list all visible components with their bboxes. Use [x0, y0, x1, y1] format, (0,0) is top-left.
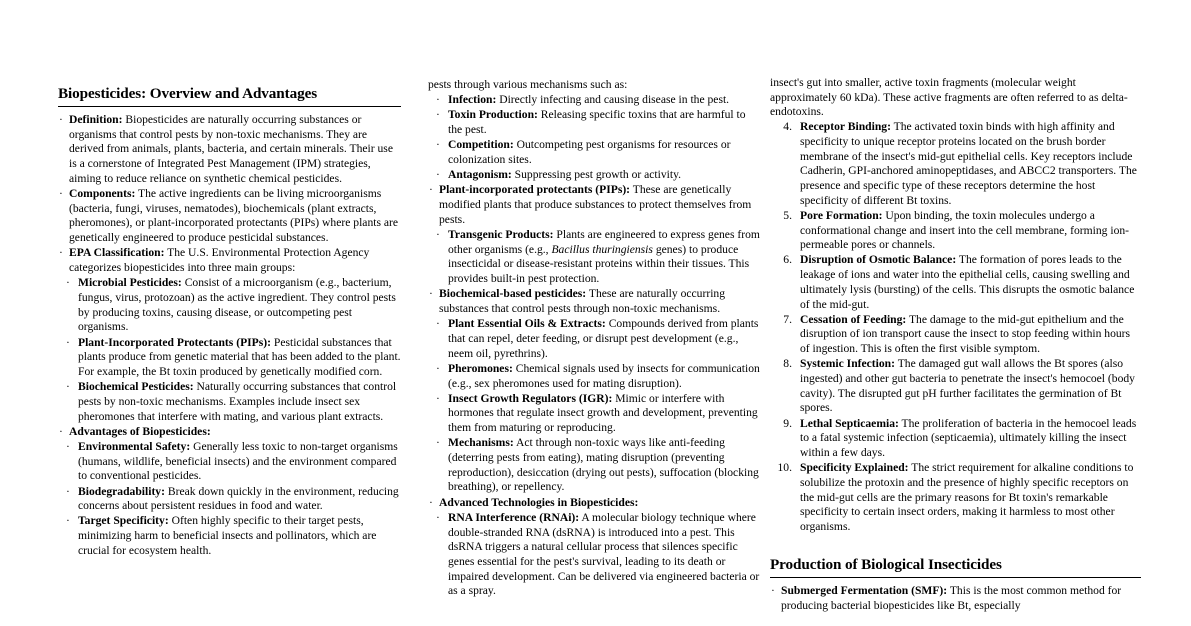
numbered-list-item	[770, 253, 1141, 312]
list-item-term: Biodegradability:	[78, 484, 165, 498]
list-item-text: Outcompeting pest organisms for resources or colonization sites.	[448, 138, 731, 167]
list-item-text: Break down quickly in the environment, reducing concerns about persistent residues in food and water.	[78, 484, 399, 513]
list-item-text: Biopesticides are naturally occurring substances or organisms that control pests by non-toxic mechanisms. They are derived from animals, plants, bacteria, and certain minerals. Their use is a cornerstone of Integrated Pest Management (IPM) strategies, aiming to reduce reliance on synthetic chemical pesticides.	[69, 113, 393, 185]
list-item-text: The active ingredients can be living microorganisms (bacteria, fungi, viruses, nematodes), biochemicals (plant extracts, pheromones), or plant-incorporated protectants (PIPs) where plants are genetically engineered to produce pesticidal substances.	[69, 187, 399, 245]
bullet-icon: ·	[436, 108, 440, 122]
list-number: 7.	[783, 312, 792, 326]
list-item-text: Chemical signals used by insects for communication (e.g., sex pheromones used for mating disruption).	[448, 361, 760, 390]
list-item-term: Biochemical-based pesticides:	[439, 287, 587, 301]
list-item-term: Toxin Production:	[448, 108, 538, 122]
list-item-term: Mechanisms:	[448, 436, 514, 450]
bullet-icon: ·	[771, 583, 775, 597]
list-item-text: Generally less toxic to non-target organisms (humans, wildlife, beneficial insects) and the environment compared to conventional pesticides.	[78, 439, 398, 483]
list-number: 4.	[783, 120, 792, 134]
nested-list	[58, 440, 401, 559]
list-item	[434, 392, 760, 436]
list-item-term: Antagonism:	[448, 168, 512, 182]
list-item-term: Biochemical Pesticides:	[78, 380, 194, 394]
list-item-term: Target Specificity:	[78, 514, 169, 528]
list-item-term: Receptor Binding:	[800, 120, 891, 134]
bullet-icon: ·	[59, 113, 63, 126]
bullet-icon: ·	[66, 439, 70, 453]
column-2-continued-sublist	[428, 93, 760, 183]
list-item-text: Act through non-toxic ways like anti-feeding (deterring pests from eating), mating disruption (preventing reproduction), desiccation (drying out pests), suffocation (blocking breathing), or repellency.	[448, 436, 759, 494]
list-item-term: Microbial Pesticides:	[78, 276, 182, 290]
list-item	[64, 276, 401, 335]
list-item-text: The damage to the mid-gut epithelium and the disruption of ion transport cause the insect to stop feeding within hours of ingestion. This is often the first visible symptom.	[800, 312, 1131, 356]
bullet-icon: ·	[66, 335, 70, 349]
list-item	[770, 584, 1141, 613]
list-item-term: Insect Growth Regulators (IGR):	[448, 391, 613, 405]
list-item-term: Transgenic Products:	[448, 228, 554, 242]
list-item	[428, 287, 760, 316]
bullet-icon: ·	[66, 380, 70, 394]
numbered-step-list	[770, 120, 1141, 535]
list-number: 8.	[783, 357, 792, 371]
bullet-icon: ·	[436, 93, 440, 107]
list-item-text: These are genetically modified plants that produce substances to protect themselves from pests.	[439, 183, 752, 226]
list-item-term: Competition:	[448, 138, 514, 152]
bullet-icon: ·	[436, 138, 440, 152]
list-item-text: Mimic or interfere with hormones that regulate insect growth and development, preventing them from maturing or reproducing.	[448, 391, 758, 435]
bullet-icon: ·	[429, 495, 433, 509]
bullet-icon: ·	[436, 317, 440, 331]
list-item-term: Environmental Safety:	[78, 439, 191, 453]
list-number: 10.	[777, 461, 792, 475]
bullet-icon: ·	[429, 287, 433, 301]
column-3	[764, 0, 1191, 626]
list-item-term: Plant-Incorporated Protectants (PIPs):	[78, 335, 271, 349]
list-item	[58, 113, 401, 187]
page-title: Biopesticides: Overview and Advantages	[58, 85, 318, 102]
list-item	[434, 138, 760, 167]
list-item	[434, 93, 760, 108]
list-item-term: Pheromones:	[448, 361, 513, 375]
list-item-text: The strict requirement for alkaline conditions to solubilize the protoxin and the presence of highly specific receptors on the mid-gut cells are the primary reasons for Bt toxin's remarkable specificity to certain insect orders, making it harmless to most other organisms.	[800, 461, 1134, 534]
list-item-term: Definition:	[69, 113, 123, 126]
list-item-term: Advantages of Biopesticides:	[69, 424, 211, 438]
species-name: Bacillus thuringiensis	[551, 242, 653, 256]
list-item	[58, 187, 401, 246]
nested-list	[428, 228, 760, 287]
list-item-text: The activated toxin binds with high affinity and specificity to unique receptor proteins located on the brush border membrane of the insect's mid-gut epithelial cells. Key receptors include Cadherin, GPI-anchored aminopeptidases, and ABCC2 transporters. The presence and specific type of these receptors determine the host specificity of different Bt toxins.	[800, 120, 1137, 207]
list-item-text: Often highly specific to their target pests, minimizing harm to beneficial insects and pollinators, which are crucial for ecosystem health.	[78, 514, 377, 557]
list-item-text: Plants are engineered to express genes from other organisms (e.g.,	[448, 228, 760, 256]
list-item	[434, 168, 760, 183]
numbered-list-item	[770, 461, 1141, 535]
continued-step-text: insect's gut into smaller, active toxin fragments (molecular weight approximately 60 kDa). These active fragments are often referred to as delta-endotoxins.	[770, 76, 1128, 119]
list-item	[64, 440, 401, 484]
list-item-term: EPA Classification:	[69, 246, 165, 260]
bullet-icon: ·	[66, 276, 70, 290]
bullet-icon: ·	[436, 510, 440, 524]
list-item-text: Upon binding, the toxin molecules undergo a conformational change and insert into the cell membrane, forming ion-permeable pores or channels.	[800, 208, 1130, 252]
numbered-list-item	[770, 417, 1141, 461]
list-item-text: Naturally occurring substances that control pests by non-toxic mechanisms. Examples include insect sex pheromones that interfere with mating, and various plant extracts.	[78, 380, 397, 423]
numbered-list-item	[770, 209, 1141, 253]
numbered-list-item	[770, 357, 1141, 416]
list-item	[434, 362, 760, 391]
nested-list	[428, 511, 760, 599]
bullet-icon: ·	[436, 228, 440, 242]
list-item-text: A molecular biology technique where double-stranded RNA (dsRNA) is introduced into a pest. This dsRNA triggers a natural cellular process that silences specific genes essential for the pest's survival, leading to its death or impaired development. Can be delivered via engineered bacteria or as a spray.	[448, 510, 760, 598]
list-item-term: Plant-incorporated protectants (PIPs):	[439, 183, 631, 197]
list-item	[434, 108, 760, 137]
list-item-text: Suppressing pest growth or activity.	[511, 168, 682, 182]
heading-divider	[58, 106, 401, 107]
column-1-list	[58, 113, 401, 559]
numbered-list-item	[770, 120, 1141, 208]
list-item-term: Lethal Septicaemia:	[800, 416, 899, 430]
list-item-term: Submerged Fermentation (SMF):	[781, 583, 948, 597]
list-item-term: Cessation of Feeding:	[800, 312, 907, 326]
list-item-text: These are naturally occurring substances that control pests through non-toxic mechanisms.	[439, 287, 726, 316]
column-2-list	[428, 183, 760, 599]
list-item-term: Components:	[69, 187, 136, 201]
list-number: 5.	[783, 208, 792, 222]
list-item-text: This is the most common method for producing bacterial biopesticides like Bt, especially	[781, 583, 1122, 612]
column-1	[0, 0, 404, 626]
list-item	[58, 425, 401, 440]
list-item-term: Specificity Explained:	[800, 461, 909, 475]
bullet-icon: ·	[66, 514, 70, 528]
bullet-icon: ·	[436, 391, 440, 405]
column-3-list	[770, 584, 1141, 613]
bullet-icon: ·	[66, 484, 70, 498]
bullet-icon: ·	[59, 246, 63, 260]
list-item-text: Releasing specific toxins that are harmful to the pest.	[448, 108, 746, 137]
list-item-term: Systemic Infection:	[800, 357, 895, 371]
list-item	[64, 380, 401, 424]
bullet-icon: ·	[436, 436, 440, 450]
list-item-text: The damaged gut wall allows the Bt spores (also ingested) and other gut bacteria to penetrate the insect's hemocoel (body cavity). The disrupted gut pH further facilitates the germination of Bt spores.	[800, 357, 1135, 415]
list-item-term: Advanced Technologies in Biopesticides:	[439, 495, 639, 509]
list-item	[64, 336, 401, 380]
bullet-icon: ·	[436, 361, 440, 375]
list-item-text: Consist of a microorganism (e.g., bacterium, fungus, virus, protozoan) as the active ingredient. They control pests by producing toxins, causing disease, or outcompeting pest organisms.	[78, 276, 396, 334]
list-item	[434, 228, 760, 287]
bullet-icon: ·	[59, 187, 63, 201]
list-item	[434, 511, 760, 599]
list-item	[64, 485, 401, 514]
nested-list	[428, 317, 760, 495]
list-item-term: Pore Formation:	[800, 208, 883, 222]
bullet-icon: ·	[59, 424, 63, 438]
heading-divider-production	[770, 577, 1141, 578]
list-item-term: RNA Interference (RNAi):	[448, 510, 580, 524]
section-title-production: Production of Biological Insecticides	[770, 555, 1002, 573]
continued-paragraph: pests through various mechanisms such as:	[428, 78, 628, 91]
list-item	[434, 317, 760, 361]
list-item-term: Disruption of Osmotic Balance:	[800, 253, 957, 267]
list-number: 6.	[783, 253, 792, 267]
list-item	[428, 183, 760, 227]
list-item-text: The formation of pores leads to the leakage of ions and water into the epithelial cells, causing swelling and ultimately lysis (bursting) of the cells. This disrupts the osmotic balance of the mid-gut.	[800, 253, 1135, 311]
numbered-list-item	[770, 313, 1141, 357]
list-number: 9.	[783, 416, 792, 430]
list-item-text: The proliferation of bacteria in the hemocoel leads to a fatal systemic infection (septicaemia), ultimately killing the insect within a few days.	[800, 416, 1137, 460]
list-item	[434, 436, 760, 495]
list-item-text: Compounds derived from plants that can repel, deter feeding, or disrupt pest development (e.g., neem oil, pyrethrins).	[448, 317, 759, 360]
list-item-term: Plant Essential Oils & Extracts:	[448, 317, 606, 331]
bullet-icon: ·	[436, 168, 440, 182]
list-item-text: The U.S. Environmental Protection Agency categorizes biopesticides into three main groups:	[69, 246, 370, 275]
nested-list	[58, 276, 401, 424]
list-item	[428, 496, 760, 511]
list-item	[58, 246, 401, 275]
bullet-icon: ·	[429, 183, 433, 197]
list-item-text: Pesticidal substances that plants produce from genetic material that has been added to the plant. For example, the Bt toxin produced by genetically modified corn.	[78, 335, 401, 378]
column-2	[404, 0, 764, 626]
list-item-text: Directly infecting and causing disease in the pest.	[496, 93, 730, 107]
list-item-text: genes) to produce insecticidal or disease-resistant proteins within their tissues. This provides built-in pest protection.	[448, 242, 750, 286]
list-item	[64, 514, 401, 558]
list-item-term: Infection:	[448, 93, 497, 107]
